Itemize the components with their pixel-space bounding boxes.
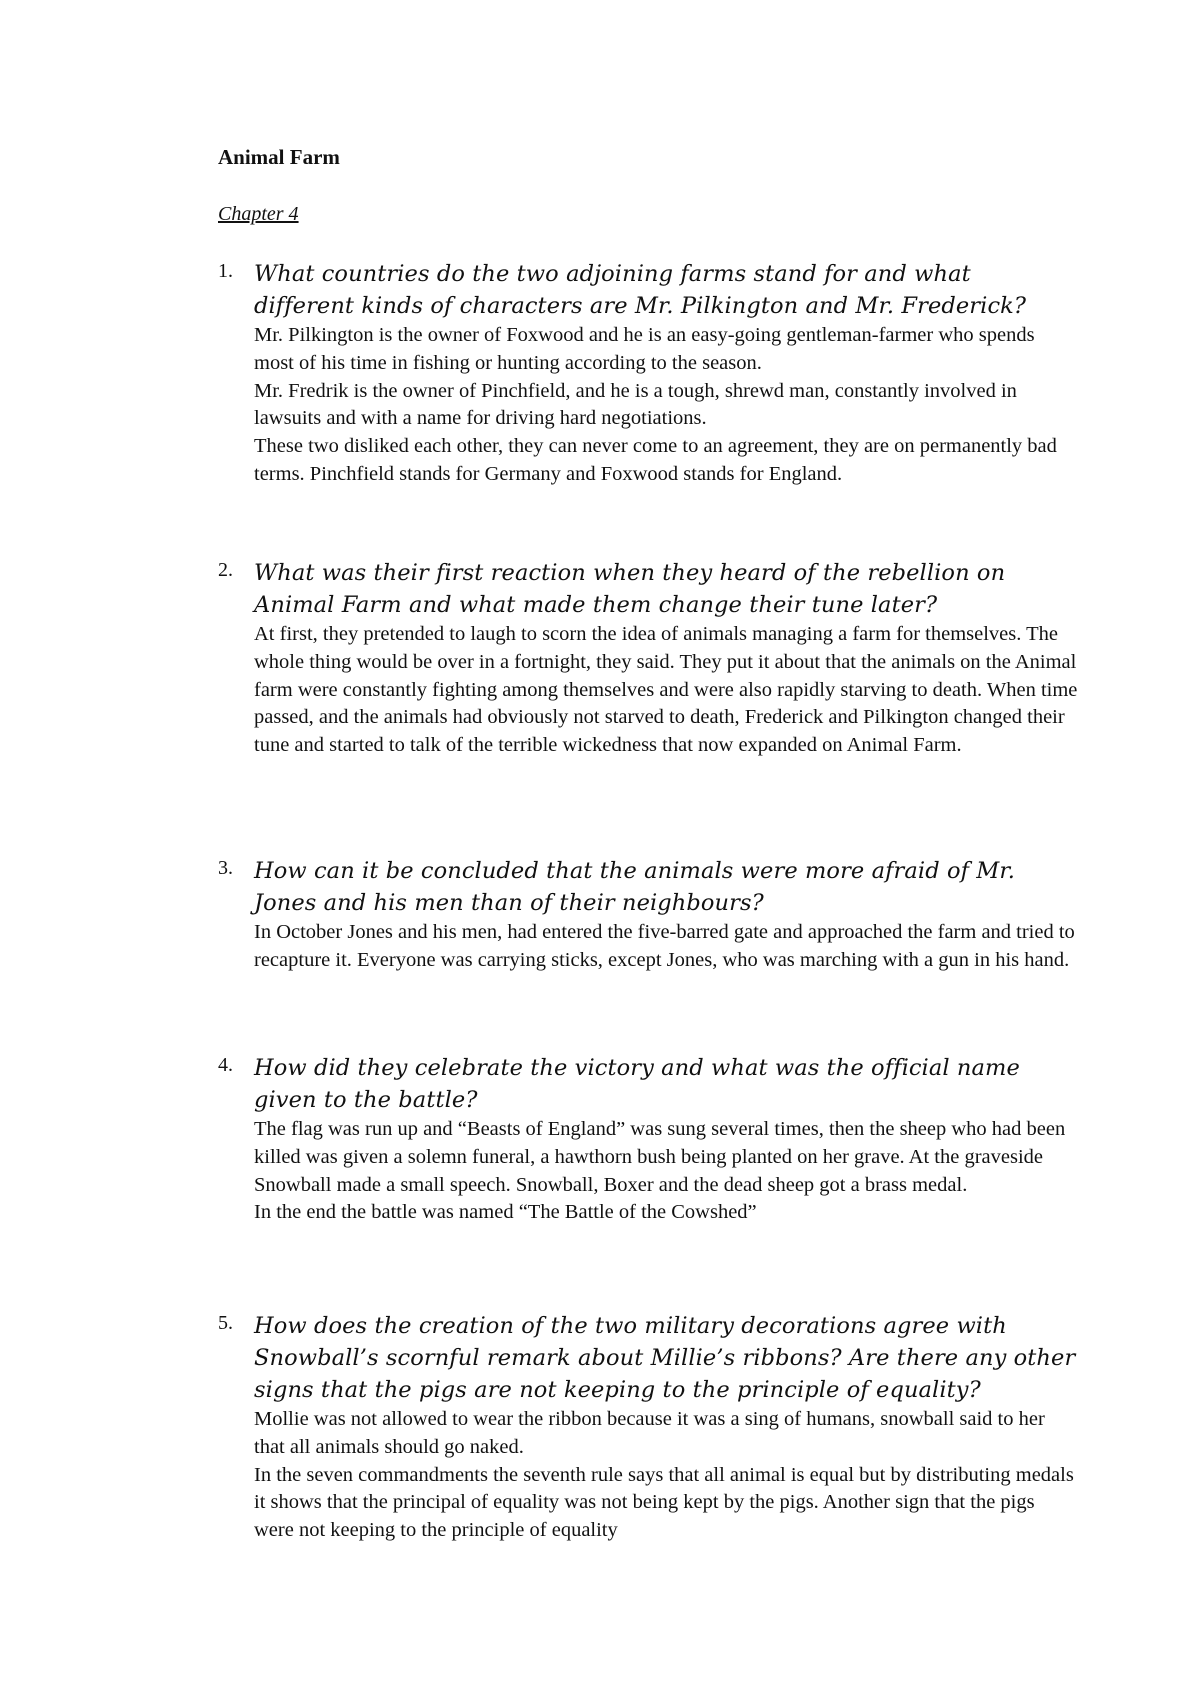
question-text: How can it be concluded that the animals were more afraid of Mr. Jones and his men than of their neighbours? — [254, 858, 1016, 916]
question-item-4 — [218, 1052, 1078, 1227]
question-number: 1. — [218, 260, 233, 282]
question-text: What was their first reaction when they heard of the rebellion on Animal Farm and what made them change their tune later? — [254, 560, 1006, 618]
question-text: How does the creation of the two military decorations agree with Snowball’s scornful remark about Millie’s ribbons? Are there any other signs that the pigs are not keeping to the principle of equality? — [254, 1313, 1076, 1403]
question-number: 4. — [218, 1054, 233, 1076]
question-text: What countries do the two adjoining farms stand for and what different kinds of characters are Mr. Pilkington and Mr. Frederick? — [254, 261, 1027, 319]
answer-text — [254, 1406, 1078, 1545]
question-text: How did they celebrate the victory and what was the official name given to the battle? — [254, 1055, 1020, 1113]
question-item-3 — [218, 855, 1078, 975]
question-number: 2. — [218, 559, 233, 581]
answer-paragraph: These two disliked each other, they can never come to an agreement, they are on permanently bad terms. Pinchfield stands for Germany and Foxwood stands for England. — [254, 435, 1057, 485]
answer-paragraph: Mollie was not allowed to wear the ribbon because it was a sing of humans, snowball said to her that all animals should go naked. — [254, 1408, 1045, 1458]
question-number: 3. — [218, 857, 233, 879]
question-item-1 — [218, 258, 1078, 489]
answer-text — [254, 919, 1078, 975]
question-number: 5. — [218, 1312, 233, 1334]
answer-paragraph: At first, they pretended to laugh to scorn the idea of animals managing a farm for themselves. The whole thing would be over in a fortnight, they said. They put it about that the animals on the Animal farm were constantly fighting among themselves and were also rapidly starving to death. When time passed, and the animals had obviously not starved to death, Frederick and Pilkington changed their tune and started to talk of the terrible wickedness that now expanded on Animal Farm. — [254, 623, 1078, 757]
answer-paragraph: In October Jones and his men, had entered the five-barred gate and approached the farm and tried to recapture it. Everyone was carrying sticks, except Jones, who was marching with a gun in his hand. — [254, 921, 1075, 971]
document-title: Animal Farm — [218, 145, 340, 169]
answer-paragraph: In the seven commandments the seventh rule says that all animal is equal but by distributing medals it shows that the principal of equality was not being kept by the pigs. Another sign that the pigs were not keeping to the principle of equality — [254, 1463, 1074, 1542]
answer-text — [254, 1116, 1078, 1227]
answer-paragraph: The flag was run up and “Beasts of England” was sung several times, then the sheep who had been killed was given a solemn funeral, a hawthorn bush being planted on her grave. At the graveside Snowball made a small speech. Snowball, Boxer and the dead sheep got a brass medal. — [254, 1118, 1066, 1196]
question-item-2 — [218, 557, 1078, 760]
chapter-heading: Chapter 4 — [218, 203, 299, 225]
question-item-5 — [218, 1310, 1078, 1545]
answer-text — [254, 621, 1078, 760]
answer-paragraph: Mr. Pilkington is the owner of Foxwood and he is an easy-going gentleman-farmer who spends most of his time in fishing or hunting according to the season. — [254, 324, 1035, 374]
answer-text — [254, 322, 1078, 489]
answer-paragraph: In the end the battle was named “The Battle of the Cowshed” — [254, 1201, 757, 1224]
answer-paragraph: Mr. Fredrik is the owner of Pinchfield, and he is a tough, shrewd man, constantly involved in lawsuits and with a name for driving hard negotiations. — [254, 379, 1017, 430]
